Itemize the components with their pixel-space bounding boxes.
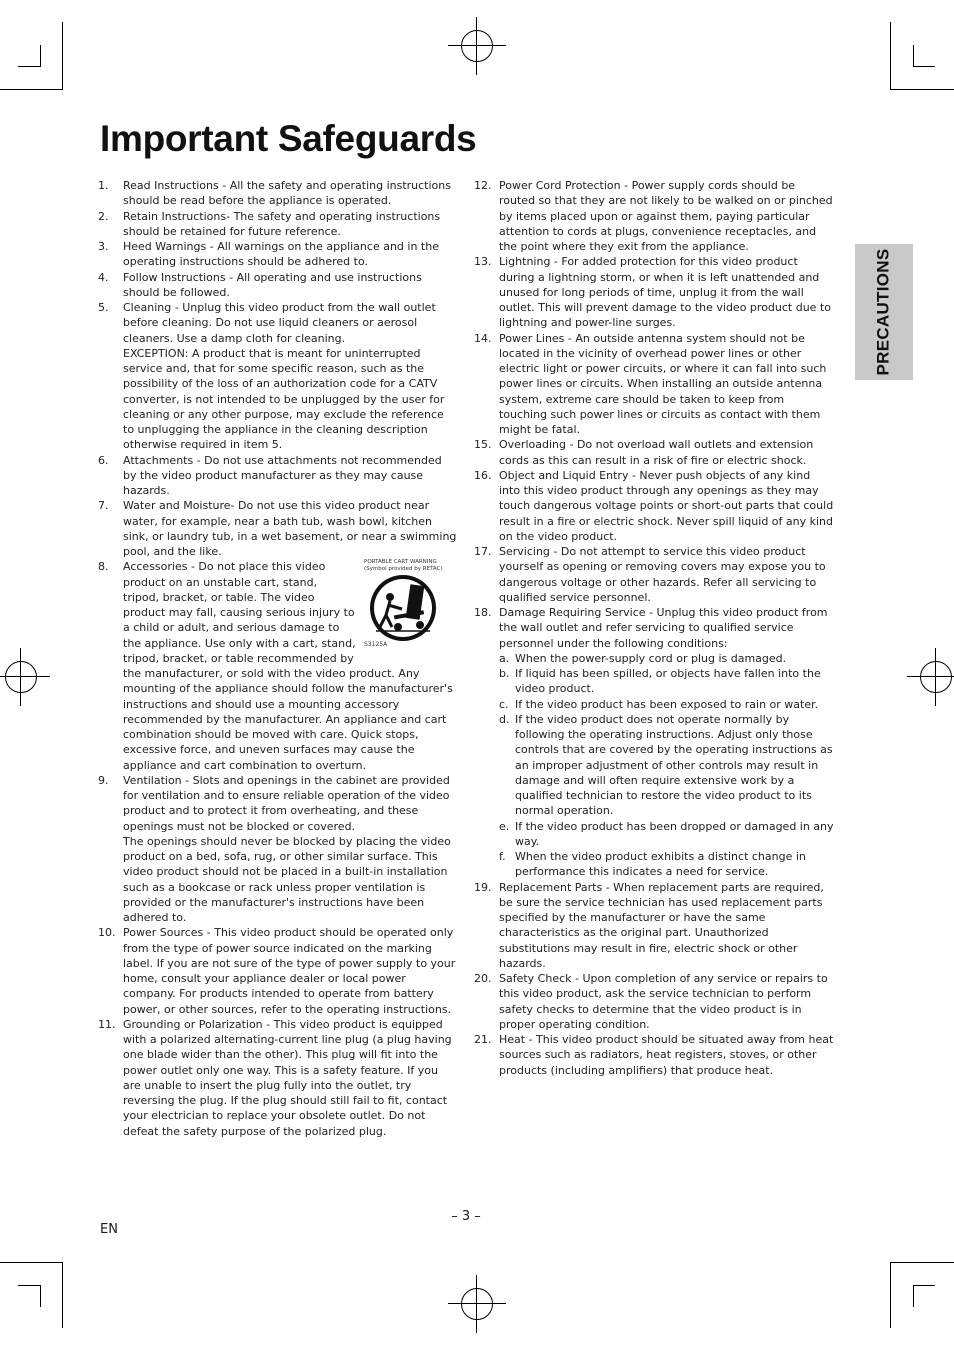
item-text: Grounding or Polarization - This video product is equipped with a polarized alternating-current line plug (a plug having one blade wider than the other). This plug will fit into the power outlet only one way. This is a safety feature. If you are unable to insert the plug fully into the outlet, try reversing the plug. If the plug should still fail to fit, contact your electrician to replace your obsolete outlet. Do not defeat the safety purpose of the polarized plug. (123, 1017, 452, 1138)
page-number: – 3 – (451, 1209, 481, 1224)
section-tab-label-wrap (855, 244, 913, 380)
page-title: Important Safeguards (100, 118, 477, 159)
item-number: 9. (98, 773, 109, 787)
item-text: Heat - This video product should be situated away from heat sources such as radiators, heat registers, stoves, or other products (including amplifiers) that produce heat. (499, 1033, 834, 1077)
item-number: 19. (474, 880, 492, 894)
item-number: 2. (98, 209, 109, 223)
crop-mark (890, 1262, 891, 1328)
condition-text: If the video product has been dropped or damaged in any way. (515, 819, 834, 848)
item-text: Lightning - For added protection for this video product during a lightning storm, or when it is left unattended and unused for long periods of time, unplug it from the wall outlet. This will prevent damage to the video product due to lightning and power-line surges. (499, 255, 831, 330)
condition-text: If the video product does not operate normally by following the operating instructions. Adjust only those controls that are covered by the operating instructions as an improper adjustment of other controls may result in damage and will often require extensive work by a qualified technician to restore the video product to its normal operation. (515, 712, 833, 818)
tipping-cart-icon (368, 573, 438, 643)
crop-mark (890, 1262, 954, 1263)
condition-letter: d. (499, 712, 510, 726)
condition-text: When the video product exhibits a distinct change in performance this indicates a need for service. (515, 850, 806, 879)
safeguard-item (474, 468, 834, 544)
condition-item (499, 819, 834, 850)
crop-mark (0, 1262, 63, 1263)
crop-mark (890, 22, 891, 90)
safeguard-item (98, 498, 458, 559)
safeguard-item (474, 544, 834, 605)
item-text: Cleaning - Unplug this video product from the wall outlet before cleaning. Do not use liquid cleaners or aerosol cleaners. Use a damp cloth for cleaning. (123, 301, 436, 345)
condition-item (499, 697, 834, 712)
condition-item (499, 666, 834, 697)
safeguard-item (98, 178, 458, 209)
crop-mark (913, 1285, 935, 1286)
registration-mark (920, 661, 952, 693)
safeguard-item (98, 270, 458, 301)
item-number: 5. (98, 301, 109, 314)
safeguard-item (98, 453, 458, 499)
crop-mark (62, 22, 63, 90)
item-text: Retain Instructions- The safety and operating instructions should be retained for future reference. (123, 209, 441, 238)
safeguard-item (98, 559, 458, 773)
item-number: 3. (98, 240, 109, 253)
cart-warning-code: S3125A (364, 641, 388, 648)
condition-letter: e. (499, 819, 510, 833)
item-number: 13. (474, 255, 492, 269)
item-text: Servicing - Do not attempt to service this video product yourself as opening or removing covers may expose you to dangerous voltage or other hazards. Refer all servicing to qualified service personnel. (499, 545, 826, 604)
item-text: Ventilation - Slots and openings in the cabinet are provided for ventilation and to ensure reliable operation of the video product and to protect it from overheating, and these openings must not be blocked or covered. (123, 773, 450, 833)
item-text: Water and Moisture- Do not use this video product near water, for example, near a bath tub, wash bowl, kitchen sink, or laundry tub, in a wet basement, or near a swimming pool, and the like. (123, 499, 457, 558)
item-number: 1. (98, 179, 109, 192)
safeguard-item (474, 605, 834, 880)
safeguard-item (474, 880, 834, 972)
safeguard-item (474, 331, 834, 438)
safeguard-item (98, 925, 458, 1017)
safeguard-item (98, 239, 458, 270)
item-number: 16. (474, 468, 492, 482)
condition-item (499, 651, 834, 666)
item-text: Power Cord Protection - Power supply cords should be routed so that they are not likely to be walked on or pinched by items placed upon or against them, paying particular attention to cords at plugs, convenience receptacles, and the point where they exit from the appliance. (499, 179, 833, 253)
left-column (98, 178, 458, 1139)
crop-mark (18, 1285, 40, 1286)
item-number: 8. (98, 560, 109, 574)
item-extra-text: The openings should never be blocked by placing the video product on a bed, sofa, rug, or other similar surface. This video product should not be placed in a built-in installation such as a bookcase or rack unless proper ventilation is provided or the manufacturer's instructions have been adhered to. (123, 834, 451, 924)
safeguards-list-right (474, 178, 834, 1078)
condition-letter: f. (499, 850, 506, 863)
item-text: Replacement Parts - When replacement parts are required, be sure the service technician has used replacement parts specified by the manufacturer or have the same characteristics as the original part. Unauthorized substitutions may result in fire, electric shock or other hazards. (499, 880, 824, 970)
crop-mark (913, 1285, 914, 1307)
item-text: Accessories - Do not place this video product on an unstable cart, stand, tripod, bracket, or table. The video product may fall, causing serious injury to a child or adult, and serious damage to the appliance. Use only with a cart, stand, tripod, bracket, or table recommended by the manufacturer, or sold with the video product. Any mounting of the appliance should follow the manufacturer's instructions and should use a mounting accessory recommended by the manufacturer. An appliance and cart combination should be moved with care. Quick stops, excessive force, and uneven surfaces may cause the appliance and cart combination to overturn. (123, 560, 453, 772)
safeguard-item (98, 209, 458, 240)
crop-mark (913, 66, 935, 67)
item-number: 12. (474, 179, 492, 192)
crop-mark (40, 45, 41, 67)
condition-text: When the power-supply cord or plug is damaged. (515, 651, 787, 665)
item-number: 18. (474, 606, 492, 619)
condition-letter: a. (499, 651, 510, 665)
item-text: Damage Requiring Service - Unplug this video product from the wall outlet and refer servicing to qualified service personnel under the following conditions: (499, 606, 828, 650)
item-number: 11. (98, 1017, 116, 1031)
safeguards-list-left (98, 178, 458, 1139)
item-number: 4. (98, 270, 109, 284)
condition-text: If liquid has been spilled, or objects have fallen into the video product. (515, 667, 821, 696)
safeguard-item (98, 1017, 458, 1139)
safeguard-item (474, 178, 834, 254)
section-tab-label: PRECAUTIONS (874, 248, 894, 376)
item-extra-text: EXCEPTION: A product that is meant for uninterrupted service and, that for some specific reason, such as the possibility of the loss of an authorization code for a CATV converter, is not intended to be unplugged by the user for cleaning or any other purpose, may exclude the reference to unplugging the appliance in the cleaning description otherwise required in item 5. (123, 346, 445, 452)
item-text: Follow Instructions - All operating and use instructions should be followed. (123, 270, 422, 299)
item-text: Heed Warnings - All warnings on the appliance and in the operating instructions should be adhered to. (123, 240, 439, 269)
condition-list (499, 651, 834, 880)
condition-item (499, 712, 834, 819)
safeguard-item (98, 773, 458, 926)
crop-mark (913, 45, 914, 67)
item-text: Power Lines - An outside antenna system should not be located in the vicinity of overhead power lines or other electric light or power circuits, or where it can fall into such power lines or circuits. When installing an outside antenna system, extreme care should be taken to keep from touching such power lines or circuits as contact with them might be fatal. (499, 331, 827, 436)
safeguard-item (474, 971, 834, 1032)
condition-letter: b. (499, 667, 510, 680)
right-column (474, 178, 834, 1078)
crop-mark (18, 66, 40, 67)
item-text: Power Sources - This video product should be operated only from the type of power source indicated on the marking label. If you are not sure of the type of power supply to your home, consult your appliance dealer or local power company. For products intended to operate from battery power, or other sources, refer to the operating instructions. (123, 926, 456, 1016)
crop-mark (890, 89, 954, 90)
item-number: 20. (474, 972, 492, 985)
crop-mark (40, 1285, 41, 1307)
condition-text: If the video product has been exposed to rain or water. (515, 697, 819, 711)
cart-warning-caption: PORTABLE CART WARNING (Symbol provided by RETAC) (364, 559, 443, 572)
safeguard-item (474, 254, 834, 330)
registration-mark (461, 30, 493, 62)
language-label: EN (100, 1222, 118, 1237)
safeguard-item (98, 300, 458, 453)
item-number: 17. (474, 545, 492, 558)
item-number: 15. (474, 438, 492, 452)
item-text: Object and Liquid Entry - Never push objects of any kind into this video product through any openings as they may touch dangerous voltage points or short-out parts that could result in a fire or electric shock. Never spill liquid of any kind on the video product. (499, 468, 834, 543)
safeguard-item (474, 437, 834, 468)
cart-warning-figure (364, 559, 458, 652)
registration-mark (5, 661, 37, 693)
safeguard-item (474, 1032, 834, 1078)
crop-mark (62, 1262, 63, 1328)
item-text: Attachments - Do not use attachments not recommended by the video product manufacturer as they may cause hazards. (123, 453, 442, 497)
item-number: 14. (474, 331, 492, 345)
item-text: Read Instructions - All the safety and operating instructions should be read before the appliance is operated. (123, 179, 451, 208)
item-text: Overloading - Do not overload wall outlets and extension cords as this can result in a risk of fire or electric shock. (499, 438, 814, 467)
item-number: 10. (98, 926, 116, 940)
registration-mark (461, 1288, 493, 1320)
crop-mark (0, 89, 63, 90)
condition-letter: c. (499, 697, 509, 711)
item-text: Safety Check - Upon completion of any service or repairs to this video product, ask the service technician to perform safety checks to determine that the video product is in proper operating condition. (499, 972, 828, 1031)
condition-item (499, 849, 834, 880)
item-number: 7. (98, 499, 109, 513)
item-number: 21. (474, 1033, 492, 1046)
item-number: 6. (98, 453, 109, 467)
